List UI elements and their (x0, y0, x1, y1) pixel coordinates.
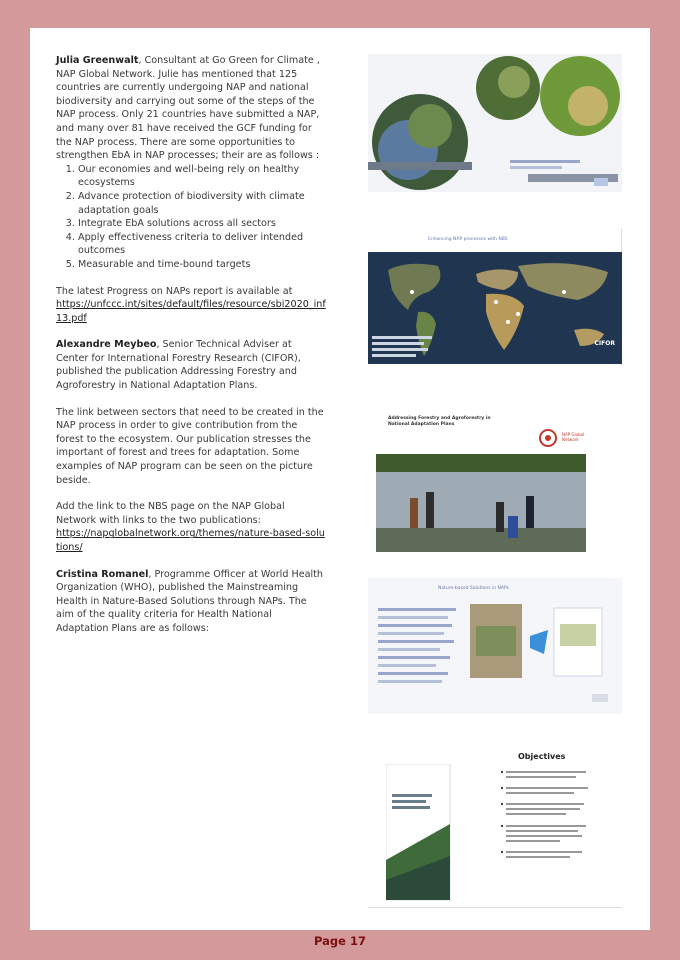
speaker-name: Alexandre Meybeo (56, 339, 157, 351)
section-intro: , Senior Technical Adviser at Center for International Forestry Research (CIFOR), published the publication Addressing Forestry and Agroforestry in National Adaptation Plans. (56, 339, 301, 392)
section-intro: , Consultant at Go Green for Climate , NAP Global Network. Julie has mentioned that 125 countries are currently undergoing NAP and national biodiversity and carrying out some of the steps of the NAP process. Only 21 countries have submitted a NAP, and many over 81 have received the GCF funding for the NAP process. There are some opportunities to strengthen EbA in NAP processes; their are as follows : (56, 55, 320, 162)
objectives-bullets (498, 768, 598, 888)
section-julia (56, 54, 326, 163)
field-photo (376, 454, 586, 552)
section-alexandre (56, 338, 326, 392)
publication-title: Addressing Forestry and Agroforestry in National Adaptation Plans (388, 416, 491, 427)
collage-photos (368, 54, 622, 192)
photo-collage-slide (368, 54, 622, 192)
forest-paragraph: The link between sectors that need to be created in the NAP process in order to give contribution from the forest to the ecosystem. Our publication stresses the important of forest and trees for adaptation. Some examples of NAP program can be seen on the picture beside. (56, 406, 324, 486)
report-cover (386, 764, 496, 904)
list-item: 4. Apply effectiveness criteria to deliver intended outcomes (78, 231, 326, 258)
section-cristina (56, 568, 326, 636)
examples-title: Nature-based Solutions in NAPs (438, 586, 509, 591)
list-item: 3. Integrate EbA solutions across all sectors (78, 217, 326, 231)
report-link[interactable]: https://unfccc.int/sites/default/files/resource/sbi2020_inf13.pdf (56, 299, 326, 324)
speaker-name: Cristina Romanel (56, 568, 149, 580)
map-title: Enhancing NAP processes with NBS (428, 237, 508, 242)
opportunity-list (56, 163, 326, 272)
map-slide (368, 228, 622, 366)
list-item: 1. Our economies and well-being rely on healthy ecosystems (78, 163, 326, 190)
list-item: 2. Advance protection of biodiversity with climate adaptation goals (78, 190, 326, 217)
page-number: Page 17 (314, 934, 366, 948)
cifor-badge: CIFOR (594, 340, 615, 347)
nbs-link[interactable]: https://napglobalnetwork.org/themes/nature-based-solutions/ (56, 528, 325, 553)
objectives-slide (368, 734, 622, 908)
nbs-text: Add the link to the NBS page on the NAP Global Network with links to the two publications: (56, 501, 285, 526)
world-map (368, 252, 622, 364)
report-paragraph (56, 285, 326, 326)
publication-logo-label: NAP Global Network (562, 432, 585, 442)
section-intro: , Programme Officer at World Health Organization (WHO), published the Mainstreaming Health in Nature-Based Solutions through NAPs. The aim of the quality criteria for Health National Adaptation Plans are as follows: (56, 568, 323, 634)
speaker-name: Julia Greenwalt (56, 55, 139, 66)
page-sheet (30, 28, 650, 930)
examples-content (368, 596, 622, 714)
objectives-title: Objectives (518, 752, 566, 761)
publication-slide (368, 398, 622, 554)
nbs-paragraph (56, 500, 326, 554)
text-column (56, 54, 326, 649)
examples-slide (368, 578, 622, 714)
report-text: The latest Progress on NAPs report is available at (56, 285, 293, 297)
nap-logo-icon (538, 428, 558, 448)
list-item: 5. Measurable and time-bound targets (78, 258, 326, 272)
